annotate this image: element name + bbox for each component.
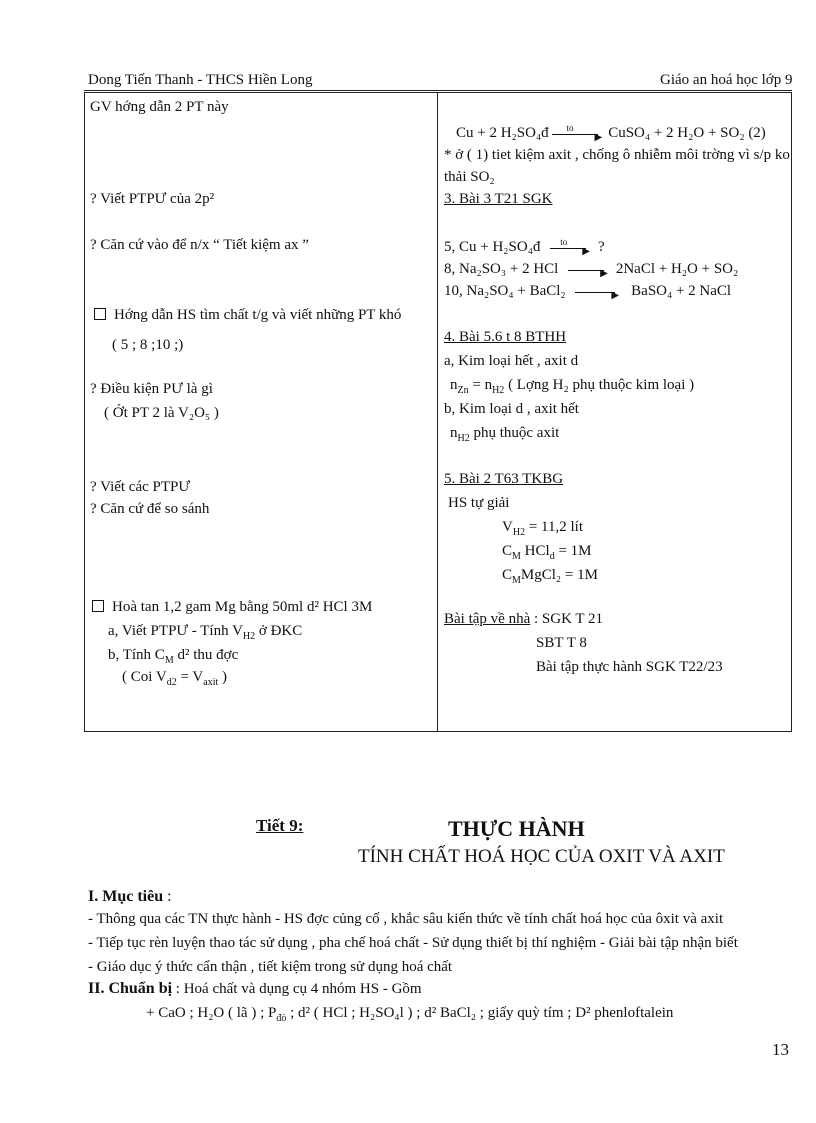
left-line-1: GV hớng dẫn 2 PT này [90,99,229,115]
hs-line: HS tự giải [448,495,510,511]
eq-8: 8, Na₂SO₃ + 2 HCl ▶ 2NaCl + H₂O + SO₂ [444,261,739,279]
left-line-10: Hoà tan 1,2 gam Mg bằng 50ml d² HCl 3M [92,598,372,616]
left-line-6: ? Điều kiện PƯ là gì [90,381,213,397]
section-5-heading: 5. Bài 2 T63 TKBG [444,471,564,487]
left-line-4: Hớng dẫn HS tìm chất t/g và viết những PT khó [94,306,401,324]
reaction-arrow: to ▶ [552,127,604,141]
reaction-arrow: to ▶ [544,241,594,255]
section-preparation: II. Chuẩn bị : Hoá chất và dụng cụ 4 nhóm HS - Gồm [88,980,422,997]
eq-10: 10, Na₂SO₄ + BaCl₂ ▶ BaSO₄ + 2 NaCl [444,283,732,301]
left-line-13: ( Coi $V_{d2} = V_{axit}$ ) [122,669,228,688]
part-b-1: b, Kim loại d , axit hết [444,401,579,417]
left-line-12: b, Tính $C_M$ d² thu đợc [108,647,239,666]
checkbox-icon [92,600,104,612]
homework-line-2: SBT T 8 [536,635,587,651]
checkbox-icon [94,308,106,320]
note-line-2: thải SO₂ [444,169,495,185]
part-a-1: a, Kim loại hết , axit d [444,353,579,369]
lesson-subtitle: TÍNH CHẤT HOÁ HỌC CỦA OXIT VÀ AXIT [358,846,725,867]
left-line-8: ? Viết các PTPƯ [90,479,191,495]
left-line-5: ( 5 ; 8 ;10 ;) [112,337,184,353]
part-a-2: $n_{Zn} = n_{H2}$ ( Lợng H₂ phụ thuộc kim loại ) [450,377,695,396]
lesson-number: Tiết 9: [256,816,304,835]
page-number: 13 [772,1040,789,1059]
homework-line-3: Bài tập thực hành SGK T22/23 [536,659,723,675]
section-3-heading: 3. Bài 3 T21 SGK [444,191,553,207]
section-objectives: I. Mục tiêu : [88,888,172,905]
objective-3: - Giáo dục ý thức cẩn thận , tiết kiệm trong sử dụng hoá chất [88,959,453,975]
left-line-7: ( Ớt PT 2 là V₂O₅ ) [104,405,219,421]
homework-line-1: Bài tập về nhà : SGK T 21 [444,611,604,627]
header-left: Dong Tiến Thanh - THCS Hiền Long [88,72,313,88]
result-c1: $C_M$ HCl$_d$ = 1M [502,543,592,562]
left-line-9: ? Căn cứ để so sánh [90,501,210,517]
lesson-title: THỰC HÀNH [448,816,585,841]
result-v: $V_{H2} = 11,2$ lít [502,519,583,538]
preparation-line: + CaO ; H₂O ( lã ) ; $P_{đỏ}$ ; d² ( HCl ; H₂SO₄l ) ; d² BaCl₂ ; giấy quỳ tím ; D² phenloftalein [146,1005,674,1024]
left-line-3: ? Căn cứ vào để n/x “ Tiết kiệm ax ” [90,237,309,253]
header-rule [84,90,792,91]
result-c2: $C_MMgCl_2 = 1M$ [502,567,598,586]
eq-cu: Cu + 2 H₂SO₄đ to ▶ CuSO₄ + 2 H₂O + SO₂ (2) [456,122,766,143]
section-4-heading: 4. Bài 5.6 t 8 BTHH [444,329,567,345]
left-line-11: a, Viết PTPƯ - Tính $V_{H2}$ ở ĐKC [108,623,303,642]
objective-2: - Tiếp tục rèn luyện thao tác sử dụng , pha chế hoá chất - Sử dụng thiết bị thí nghiệm - Giải bài tập nhận biết [88,935,738,951]
column-divider [437,92,438,732]
objective-1: - Thông qua các TN thực hành - HS đợc củng cố , khắc sâu kiến thức về tính chất hoá học của ôxit và axit [88,911,724,927]
reaction-arrow: ▶ [562,263,612,277]
header-right: Giáo an hoá học lớp 9 [660,72,793,88]
part-b-2: $n_{H2}$ phụ thuộc axit [450,425,560,444]
reaction-arrow: ▶ [569,285,627,299]
note-line-1: * ở ( 1) tiet kiệm axit , chống ô nhiễm môi trờng vì s/p ko [444,147,790,163]
left-line-2: ? Viết PTPƯ của 2p² [90,191,215,207]
eq-5: 5, Cu + H₂SO₄đ to ▶ ? [444,236,605,257]
